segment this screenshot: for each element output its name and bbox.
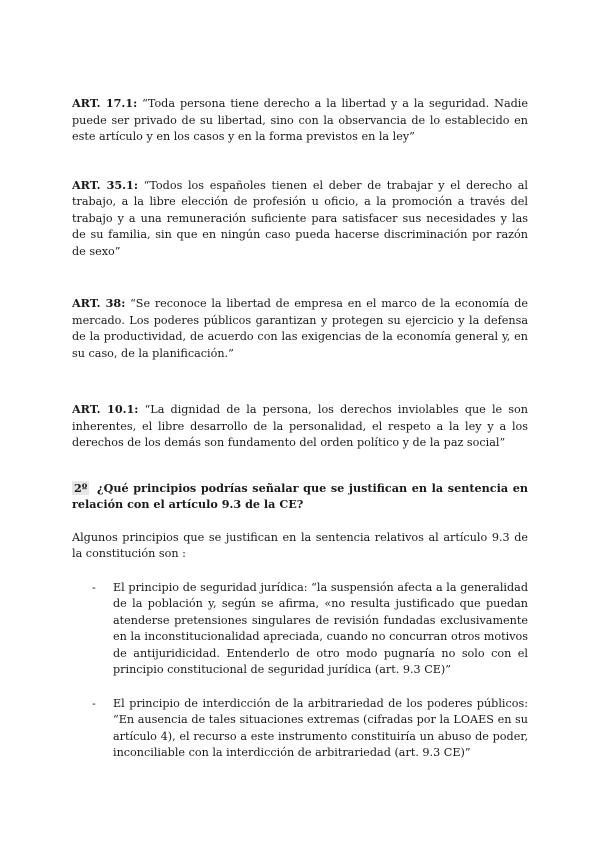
article-38 (72, 295, 528, 362)
document-page (72, 95, 528, 779)
article-text: “Se reconoce la libertad de empresa en el marco de la economía de mercado. Los poderes públicos garantizan y protegen su ejercicio y la defensa de la productividad, de acuerdo con las exigencias de la economía general y, en su caso, de la planificación.” (72, 297, 528, 360)
list-item-text: El principio de interdicción de la arbitrariedad de los poderes públicos: “En ausencia de tales situaciones extremas (cifradas por la LOAES en su artículo 4), el recurso a este instrumento constituiría un abuso de poder, inconciliable con la interdicción de arbitrariedad (art. 9.3 CE)” (113, 696, 528, 759)
article-35-1 (72, 177, 528, 261)
question-number: 2º (74, 480, 88, 495)
list-dash: - (92, 580, 96, 594)
question-text: ¿Qué principios podrías señalar que se justifican en la sentencia en relación con el artículo 9.3 de la CE? (72, 480, 528, 511)
article-label: ART. 17.1: (72, 96, 138, 110)
article-10-1 (72, 401, 528, 452)
question-heading (72, 480, 528, 513)
list-dash: - (92, 696, 96, 710)
article-text: “Toda persona tiene derecho a la libertad y a la seguridad. Nadie puede ser privado de su libertad, sino con la observancia de lo establecido en este artículo y en los casos y en la forma previstos en la ley” (72, 97, 528, 143)
article-text: “Todos los españoles tienen el deber de trabajar y el derecho al trabajo, a la libre elección de profesión u oficio, a la promoción a través del trabajo y a una remuneración suficiente para satisfacer sus necesidades y las de su familia, sin que en ningún caso pueda hacerse discriminación por razón de sexo” (72, 178, 528, 258)
article-17-1 (72, 95, 528, 146)
intro-paragraph: Algunos principios que se justifican en la sentencia relativos al artículo 9.3 de la constitución son : (72, 530, 528, 560)
list-item-text: El principio de seguridad jurídica: “la suspensión afecta a la generalidad de la población y, según se afirma, «no resulta justificado que puedan atenderse pretensiones singulares de revisión fundadas exclusivamente en la inconstitucionalidad apreciada, cuando no concurran otros motivos de antijuridicidad. Entenderlo de otro modo pugnaría no solo con el principio constitucional de seguridad jurídica (art. 9.3 CE)” (113, 580, 528, 676)
list-item (72, 696, 528, 762)
article-text: “La dignidad de la persona, los derechos inviolables que le son inherentes, el libre desarrollo de la personalidad, el respeto a la ley y a los derechos de los demás son fundamento del orden político y de la paz social” (72, 403, 528, 449)
article-label: ART. 38: (72, 296, 126, 310)
article-label: ART. 35.1: (72, 177, 138, 192)
article-label: ART. 10.1: (72, 402, 139, 416)
list-item (72, 580, 528, 679)
